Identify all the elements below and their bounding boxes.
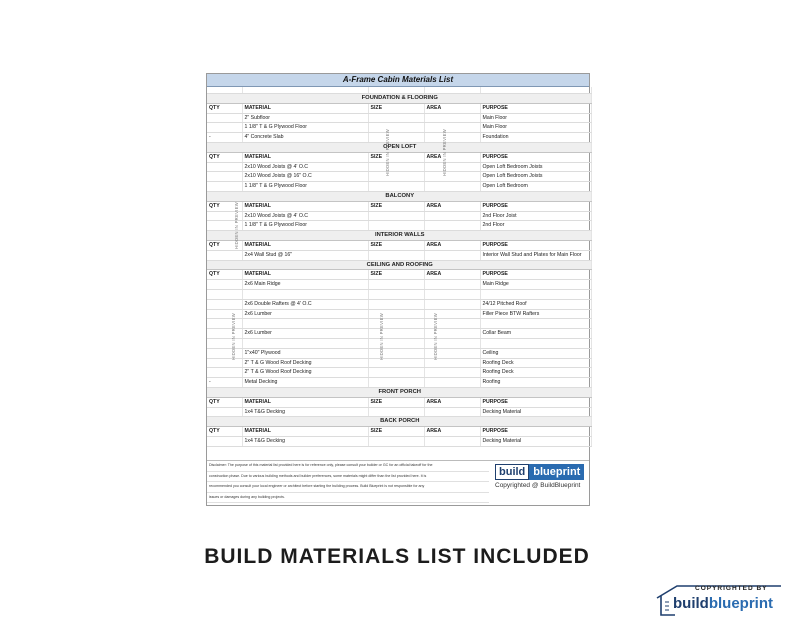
table-cell [424,162,480,172]
hidden-preview-label: HIDDEN IN PREVIEW [442,129,447,176]
table-cell [424,182,480,192]
table-cell: 2x6 Lumber [242,309,368,319]
column-header: PURPOSE [480,270,591,280]
table-cell: 2" Subfloor [242,113,368,123]
column-header: MATERIAL [242,397,368,407]
sheet-title: A-Frame Cabin Materials List [207,74,589,87]
table-cell: Filler Piece BTW Rafters [480,309,591,319]
table-row [207,123,591,133]
table-cell [207,319,242,329]
table-cell [368,358,424,368]
section-title: BALCONY [207,191,591,201]
table-cell: 1x4 T&G Decking [242,407,368,417]
column-header: QTY [207,103,242,113]
table-cell: 2x10 Wood Joists @ 16" O.C [242,172,368,182]
column-header: PURPOSE [480,152,591,162]
table-cell [424,113,480,123]
table-row [207,113,591,123]
column-header: AREA [424,103,480,113]
column-header: AREA [424,427,480,437]
table-cell [368,182,424,192]
table-cell [207,172,242,182]
logo-word-build: build [495,464,529,480]
column-header: PURPOSE [480,103,591,113]
table-cell [207,299,242,309]
table-cell: Main Floor [480,123,591,133]
table-cell [207,280,242,290]
column-header: PURPOSE [480,240,591,250]
table-cell: 1x4 T&G Decking [242,436,368,446]
table-row [207,211,591,221]
table-cell: 2nd Floor Joist [480,211,591,221]
column-header: SIZE [368,397,424,407]
table-cell [368,436,424,446]
table-cell: 2x4 Wall Stud @ 16" [242,250,368,260]
section-row [207,191,591,201]
table-cell [480,338,591,348]
corner-logo [655,582,783,618]
column-header-row [207,270,591,280]
table-cell: Collar Beam [480,329,591,339]
corner-logo-tagline: COPYRIGHTED BY [695,585,768,592]
table-cell: 1 1/8" T & G Plywood Floor [242,221,368,231]
table-cell: 2x6 Main Ridge [242,280,368,290]
sheet-logo [495,464,584,489]
table-cell [424,250,480,260]
column-header: QTY [207,270,242,280]
column-header: AREA [424,240,480,250]
table-cell: Roofing Deck [480,368,591,378]
column-header-row [207,201,591,211]
table-row [207,338,591,348]
table-cell: Ceiling [480,348,591,358]
table-cell: Open Loft Bedroom Joists [480,162,591,172]
table-row [207,319,591,329]
section-row [207,417,591,427]
table-cell [368,280,424,290]
sheet-footer [207,460,589,507]
table-cell: Decking Material [480,436,591,446]
table-row [207,133,591,143]
table-cell: 4" Concrete Slab [242,133,368,143]
table-row [207,348,591,358]
column-header: QTY [207,397,242,407]
column-header: SIZE [368,240,424,250]
table-cell: 2" T & G Wood Roof Decking [242,358,368,368]
table-row [207,250,591,260]
section-title: CEILING AND ROOFING [207,260,591,270]
column-header: MATERIAL [242,201,368,211]
corner-logo-build: build [673,595,709,612]
table-row [207,407,591,417]
table-cell: 1"x40" Plywood [242,348,368,358]
column-header: SIZE [368,103,424,113]
section-title: OPEN LOFT [207,142,591,152]
column-header: MATERIAL [242,270,368,280]
table-cell [480,289,591,299]
table-cell [207,182,242,192]
table-cell: 24/12 Pitched Roof [480,299,591,309]
table-cell [368,162,424,172]
table-cell [368,338,424,348]
table-cell: Main Floor [480,113,591,123]
table-cell: Open Loft Bedroom [480,182,591,192]
table-cell [368,309,424,319]
table-cell: Decking Material [480,407,591,417]
column-header: SIZE [368,270,424,280]
column-header: QTY [207,152,242,162]
disclaimer-line: construction phase. Due to various building methods and builder preferences, some materials might differ than the list provided here. It is [207,472,489,483]
table-row [207,221,591,231]
column-header-row [207,427,591,437]
corner-logo-blueprint: blueprint [708,595,773,612]
table-cell [368,133,424,143]
table-cell [242,289,368,299]
table-cell [368,368,424,378]
table-cell [424,407,480,417]
column-header: MATERIAL [242,152,368,162]
hidden-preview-label: HIDDEN IN PREVIEW [231,313,236,360]
column-header: MATERIAL [242,240,368,250]
table-cell [368,123,424,133]
column-header: AREA [424,397,480,407]
column-header-row [207,397,591,407]
table-cell [424,436,480,446]
logo-copyright: Copyrighted @ BuildBlueprint [495,482,581,489]
column-header: QTY [207,201,242,211]
table-cell [424,172,480,182]
logo-word-blueprint: blueprint [529,464,584,480]
table-row [207,436,591,446]
table-cell [207,436,242,446]
table-cell [207,123,242,133]
table-cell [424,368,480,378]
table-cell [368,319,424,329]
section-row [207,231,591,241]
table-cell [424,289,480,299]
table-cell: 1 1/8" T & G Plywood Floor [242,182,368,192]
table-cell [207,309,242,319]
table-cell [424,378,480,388]
table-cell [424,133,480,143]
table-cell: Open Loft Bedroom Joists [480,172,591,182]
table-cell [242,319,368,329]
column-header: PURPOSE [480,397,591,407]
table-cell [207,289,242,299]
hidden-preview-label: HIDDEN IN PREVIEW [234,202,239,249]
table-row [207,378,591,388]
table-row [207,182,591,192]
table-cell [368,329,424,339]
table-row [207,309,591,319]
table-cell [368,299,424,309]
table-cell: 2nd Floor [480,221,591,231]
table-row [207,299,591,309]
table-cell [207,329,242,339]
hidden-preview-label: HIDDEN IN PREVIEW [379,313,384,360]
table-cell [368,250,424,260]
table-cell [207,338,242,348]
table-cell [368,378,424,388]
table-cell: - [207,133,242,143]
section-row [207,94,591,104]
table-cell [368,348,424,358]
table-cell [424,221,480,231]
materials-sheet [206,73,590,506]
table-cell [424,299,480,309]
table-row [207,280,591,290]
table-cell: 2x6 Double Rafters @ 4' O.C [242,299,368,309]
table-row [207,289,591,299]
column-header: SIZE [368,427,424,437]
table-cell: - [207,378,242,388]
hidden-preview-label: HIDDEN IN PREVIEW [433,313,438,360]
table-cell: 1 1/8" T & G Plywood Floor [242,123,368,133]
table-cell [368,407,424,417]
table-cell [207,113,242,123]
column-header: AREA [424,152,480,162]
table-row [207,368,591,378]
table-cell [207,358,242,368]
column-header-row [207,152,591,162]
column-header: SIZE [368,201,424,211]
section-row [207,260,591,270]
table-cell [207,162,242,172]
table-cell: 2x10 Wood Joists @ 4' O.C [242,162,368,172]
column-header: QTY [207,427,242,437]
table-cell [368,221,424,231]
table-cell [368,113,424,123]
table-cell: Roofing [480,378,591,388]
materials-table [207,87,592,447]
table-cell [368,289,424,299]
section-row [207,142,591,152]
column-header: PURPOSE [480,201,591,211]
table-cell: Foundation [480,133,591,143]
column-header-row [207,103,591,113]
table-cell [480,319,591,329]
table-cell: Main Ridge [480,280,591,290]
table-cell [424,123,480,133]
hidden-preview-label: HIDDEN IN PREVIEW [385,129,390,176]
table-row [207,162,591,172]
table-cell [424,280,480,290]
table-cell [207,407,242,417]
table-cell: 2x6 Lumber [242,329,368,339]
table-cell: 2x10 Wood Joists @ 4' O.C [242,211,368,221]
section-title: INTERIOR WALLS [207,231,591,241]
column-header: AREA [424,201,480,211]
column-header: SIZE [368,152,424,162]
table-cell [242,338,368,348]
table-row [207,172,591,182]
column-header: AREA [424,270,480,280]
table-cell [207,250,242,260]
table-row [207,358,591,368]
banner-heading: BUILD MATERIALS LIST INCLUDED [204,545,590,568]
column-header-row [207,240,591,250]
section-row [207,387,591,397]
section-title: FOUNDATION & FLOORING [207,94,591,104]
table-cell [368,211,424,221]
corner-logo-wordmark [673,595,773,612]
disclaimer-line: issues or damages during any building projects. [207,493,489,504]
column-header: QTY [207,240,242,250]
column-header: MATERIAL [242,427,368,437]
table-cell [424,211,480,221]
disclaimer-line: Disclaimer: The purpose of this material list provided here is for reference only, please consult your builder or GC for an official takeoff for the [207,461,489,472]
table-cell: Metal Decking [242,378,368,388]
table-cell [207,348,242,358]
table-cell: Interior Wall Stud and Plates for Main Floor [480,250,591,260]
table-row [207,329,591,339]
table-cell: Roofing Deck [480,358,591,368]
column-header: PURPOSE [480,427,591,437]
column-header: MATERIAL [242,103,368,113]
table-cell [368,172,424,182]
table-cell: 2" T & G Wood Roof Decking [242,368,368,378]
section-title: FRONT PORCH [207,387,591,397]
section-title: BACK PORCH [207,417,591,427]
table-cell [207,368,242,378]
disclaimer-line: recommended you consult your local engineer or architect before starting the building process. Build Blueprint is not responsible for any [207,482,489,493]
